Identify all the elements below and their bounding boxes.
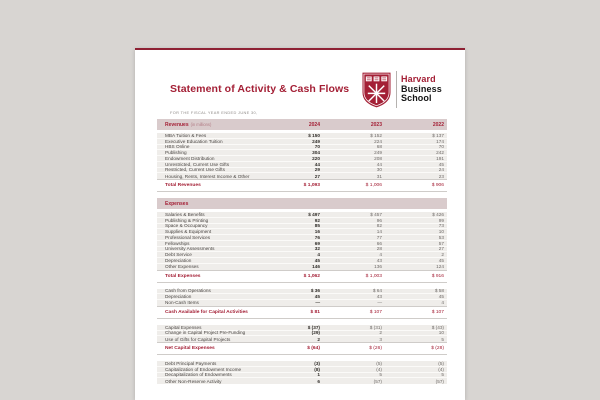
cell-2022: (5): [438, 360, 444, 366]
row-label: University Assessments: [165, 246, 215, 252]
cell-2022: $ (43): [431, 324, 444, 330]
cell-2022: 53: [438, 234, 444, 240]
total-label: Total Revenues: [165, 183, 201, 188]
cell-2024: 146: [312, 264, 320, 270]
row-label: Executive Education Tuition: [165, 138, 223, 144]
cell-2022: (4): [438, 366, 444, 372]
logo-line-business: Business: [401, 83, 442, 94]
cell-2022: 191: [436, 155, 444, 161]
cell-2022: (57): [435, 378, 444, 384]
row-label: Decapitalization of Endowments: [165, 372, 232, 378]
cell-2024: 45: [314, 257, 320, 263]
cell-2023: $ 457: [370, 211, 382, 217]
row-label: Space & Occupancy: [165, 223, 208, 229]
cell-2022: 23: [438, 173, 444, 179]
cell-2022: 10: [438, 330, 444, 336]
cell-2023: 136: [374, 264, 382, 270]
cell-2024: 16: [314, 229, 320, 235]
cell-2022: 45: [438, 161, 444, 167]
cell-2022: 45: [438, 294, 444, 300]
row-label: Publishing: [165, 150, 187, 156]
cell-2023: 77: [376, 234, 382, 240]
cell-2023: 68: [376, 144, 382, 150]
cell-2023: $ 1,003: [365, 273, 382, 279]
hbs-logo: [362, 71, 442, 108]
year-header-2022: 2022: [432, 121, 444, 128]
report-page: [135, 48, 465, 400]
cell-2022: 73: [438, 223, 444, 229]
cell-2024: 69: [314, 240, 320, 246]
section-expenses: [157, 198, 447, 283]
section-header-revenues: [157, 119, 447, 130]
cell-2022: 242: [436, 150, 444, 156]
row-label: Depreciation: [165, 294, 192, 300]
cell-2024: (8): [314, 366, 320, 372]
total-row-cash: [157, 306, 447, 319]
cell-2022: $ 916: [431, 273, 444, 279]
cell-2022: 124: [436, 264, 444, 270]
section-cash: [157, 289, 447, 319]
total-row-capital: [157, 342, 447, 355]
total-label: Net Capital Expenses: [165, 346, 215, 351]
row-label: Use of Gifts for Capital Projects: [165, 336, 231, 342]
cell-2022: $ 906: [431, 183, 444, 188]
cell-2023: 30: [376, 167, 382, 173]
cell-2023: $ 64: [372, 288, 382, 294]
cell-2023: 2: [379, 330, 382, 336]
table-row: [157, 264, 447, 270]
cell-2024: 4: [317, 252, 320, 258]
cell-2023: 28: [376, 246, 382, 252]
cell-2024: —: [315, 300, 320, 306]
section-rows-revenues: [157, 133, 447, 179]
cell-2024: $ 150: [308, 132, 320, 138]
cell-2023: 224: [374, 138, 382, 144]
cell-2024: 29: [314, 167, 320, 173]
cell-2022: 2: [441, 252, 444, 258]
section-title: Expenses: [165, 200, 189, 207]
cell-2022: $ 137: [432, 132, 444, 138]
row-label: HBS Online: [165, 144, 190, 150]
cell-2023: 208: [374, 155, 382, 161]
row-label: Professional Services: [165, 234, 211, 240]
cell-2023: 96: [376, 217, 382, 223]
cell-2024: 44: [314, 161, 320, 167]
section-rows-expenses: [157, 212, 447, 270]
row-label: Cash from Operations: [165, 288, 211, 294]
cell-2024: 1: [317, 372, 320, 378]
cell-2023: $ (31): [369, 324, 382, 330]
year-header-2023: 2023: [370, 121, 382, 128]
table-row: [157, 300, 447, 306]
cell-2022: 174: [436, 138, 444, 144]
row-label: Change in Capital Project Pre-Funding: [165, 330, 246, 336]
cell-2024: $ (64): [307, 346, 320, 351]
table-row: [157, 378, 447, 384]
row-label: Depreciation: [165, 257, 192, 263]
cell-2022: 45: [438, 257, 444, 263]
cell-2023: (57): [373, 378, 382, 384]
row-label: Salaries & Benefits: [165, 211, 205, 217]
cell-2024: 32: [314, 246, 320, 252]
cell-2022: 24: [438, 167, 444, 173]
row-label: MBA Tuition & Fees: [165, 132, 207, 138]
row-label: Other Non-Reserve Activity: [165, 378, 222, 384]
row-label: Capital Expenses: [165, 324, 202, 330]
cell-2022: 5: [441, 336, 444, 342]
cell-2023: —: [377, 300, 382, 306]
row-label: Supplies & Equipment: [165, 229, 212, 235]
cell-2022: 27: [438, 246, 444, 252]
total-label: Total Expenses: [165, 273, 201, 279]
row-label: Endowment Distribution: [165, 155, 215, 161]
cell-2022: $ 58: [434, 288, 444, 294]
cell-2023: 44: [376, 161, 382, 167]
row-label: Fellowships: [165, 240, 190, 246]
cell-2024: 304: [312, 150, 320, 156]
cell-2024: 76: [314, 234, 320, 240]
cell-2024: $ (37): [307, 324, 320, 330]
cell-2023: 43: [376, 257, 382, 263]
cell-2023: 82: [376, 223, 382, 229]
cell-2023: 43: [376, 294, 382, 300]
cell-2023: 3: [379, 336, 382, 342]
cell-2023: 66: [376, 240, 382, 246]
table-row: [157, 173, 447, 179]
financial-table: [157, 119, 447, 390]
table-row: [157, 336, 447, 342]
cell-2023: 5: [379, 372, 382, 378]
cell-2023: (4): [376, 366, 382, 372]
row-label: Unrestricted, Current Use Gifts: [165, 161, 230, 167]
section-revenues: [157, 119, 447, 192]
section-rows-cash: [157, 289, 447, 306]
row-label: Restricted, Current Use Gifts: [165, 167, 225, 173]
cell-2023: $ 1,006: [365, 183, 382, 188]
cell-2023: $ 152: [370, 132, 382, 138]
cell-2024: $ 1,093: [303, 183, 320, 188]
row-label: Other Expenses: [165, 264, 199, 270]
cell-2023: 4: [379, 252, 382, 258]
cell-2023: 249: [374, 150, 382, 156]
cell-2024: 45: [314, 294, 320, 300]
cell-2023: $ (26): [369, 346, 382, 351]
cell-2024: $ 1,062: [303, 273, 320, 279]
cell-2024: 92: [314, 217, 320, 223]
cell-2024: 249: [312, 138, 320, 144]
row-label: Capitalization of Endowment Income: [165, 366, 242, 372]
cell-2024: (3): [314, 360, 320, 366]
section-title: Revenues: [165, 121, 189, 128]
row-label: Non-Cash Items: [165, 300, 199, 306]
fiscal-year-note: FOR THE FISCAL YEAR ENDED JUNE 30,: [170, 110, 258, 115]
total-row-expenses: [157, 270, 447, 283]
hbs-shield-icon: [362, 72, 391, 108]
section-rows-financing: [157, 361, 447, 384]
logo-wordmark: [401, 75, 442, 104]
section-financing: [157, 361, 447, 384]
cell-2023: 31: [376, 173, 382, 179]
cell-2024: $ 497: [308, 211, 320, 217]
total-row-revenues: [157, 179, 447, 192]
cell-2024: (29): [311, 330, 320, 336]
cell-2024: $ 36: [310, 288, 320, 294]
cell-2022: $ 426: [432, 211, 444, 217]
cell-2022: 5: [441, 372, 444, 378]
row-label: Housing, Rents, Interest Income & Other: [165, 173, 250, 179]
logo-line-school: School: [401, 93, 432, 104]
cell-2024: 85: [314, 223, 320, 229]
cell-2022: $ 107: [431, 309, 444, 315]
cell-2022: 70: [438, 144, 444, 150]
row-label: Debt Service: [165, 252, 192, 258]
section-header-expenses: [157, 198, 447, 209]
cell-2022: $ (28): [431, 346, 444, 351]
page-title: Statement of Activity & Cash Flows: [170, 83, 350, 95]
cell-2022: 57: [438, 240, 444, 246]
cell-2023: (5): [376, 360, 382, 366]
year-header-2024: 2024: [308, 121, 320, 128]
row-label: Publishing & Printing: [165, 217, 209, 223]
year-columns: [258, 122, 444, 128]
cell-2024: 2: [317, 336, 320, 342]
section-capital: [157, 325, 447, 355]
cell-2022: 99: [438, 217, 444, 223]
total-label: Cash Available for Capital Activities: [165, 309, 248, 315]
cell-2023: $ 107: [369, 309, 382, 315]
cell-2024: 27: [314, 173, 320, 179]
cell-2023: 14: [376, 229, 382, 235]
logo-divider: [396, 71, 397, 108]
cell-2024: $ 81: [310, 309, 320, 315]
cell-2024: 6: [317, 378, 320, 384]
cell-2024: 70: [314, 144, 320, 150]
cell-2024: 220: [312, 155, 320, 161]
logo-line-harvard: Harvard: [401, 74, 436, 85]
row-label: Debt Principal Payments: [165, 360, 217, 366]
section-title-note: (in millions): [190, 122, 212, 127]
section-rows-capital: [157, 325, 447, 342]
cell-2022: 4: [441, 300, 444, 306]
cell-2022: 10: [438, 229, 444, 235]
